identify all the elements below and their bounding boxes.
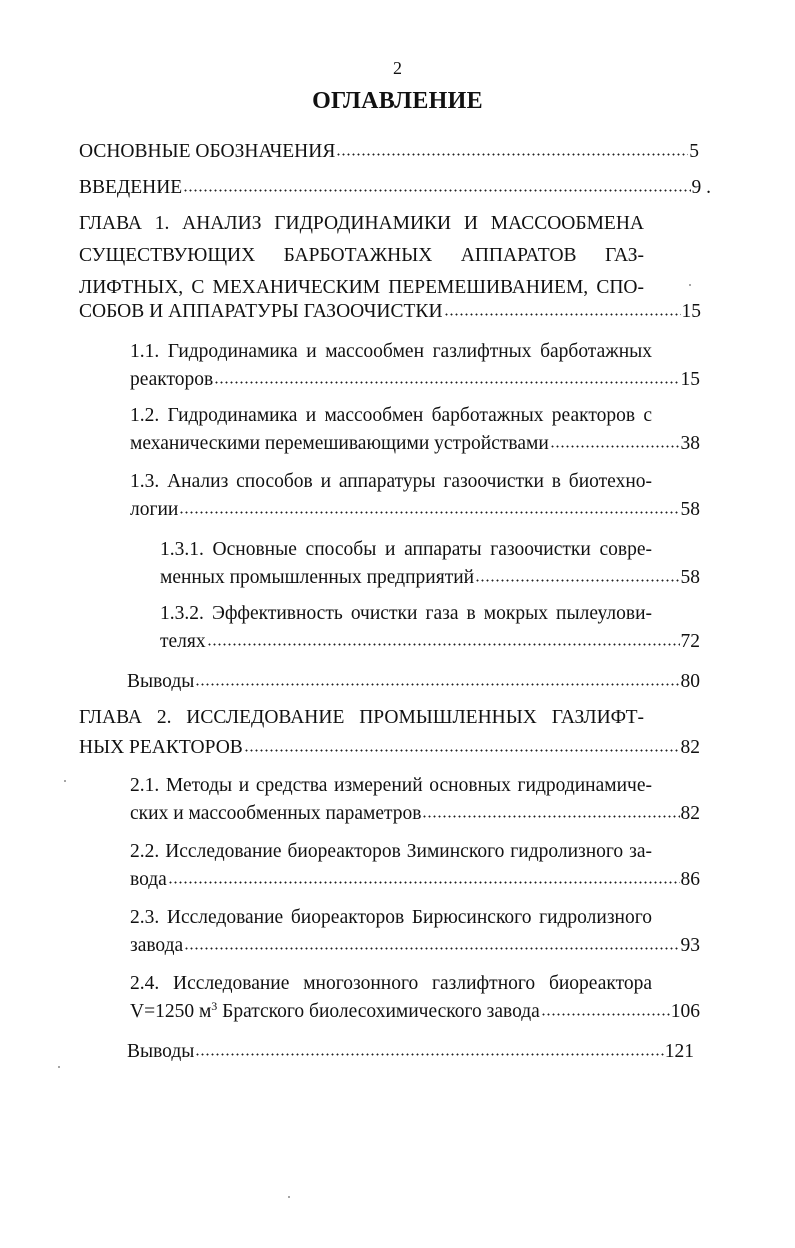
toc-entry-text: менных промышленных предприятий	[160, 567, 475, 588]
toc-entry-intro[interactable]	[79, 172, 711, 204]
toc-entry-conclusions-1[interactable]	[127, 666, 700, 698]
toc-title: ОГЛАВЛЕНИЕ	[312, 88, 483, 114]
toc-page-number: 15	[680, 369, 700, 390]
dot-leader	[550, 430, 680, 449]
toc-page-number: 58	[680, 499, 700, 520]
toc-page-number: 86	[680, 869, 700, 890]
toc-entry-text: логии	[130, 499, 179, 520]
toc-entry-line: 2.1. Методы и средства измерений основных гидродинамиче-	[130, 775, 652, 796]
toc-entry-line: СУЩЕСТВУЮЩИХ БАРБОТАЖНЫХ АППАРАТОВ ГАЗ-	[79, 245, 644, 266]
toc-page-number: 121	[664, 1041, 694, 1062]
toc-entry-text: завода	[130, 935, 184, 956]
dot-leader	[422, 800, 679, 819]
toc-page-number: 15	[681, 301, 701, 322]
scan-speck	[64, 780, 66, 782]
toc-entry-last-line	[130, 930, 700, 962]
toc-entry-line: 1.3.1. Основные способы и аппараты газоочистки совре-	[160, 539, 652, 560]
toc-page-number: 9 .	[691, 177, 711, 198]
dot-leader	[336, 138, 688, 157]
dot-leader	[541, 998, 670, 1017]
toc-entry-text: ОСНОВНЫЕ ОБОЗНАЧЕНИЯ	[79, 141, 336, 162]
toc-entry-conclusions-2[interactable]	[127, 1036, 694, 1068]
toc-page-number: 72	[680, 631, 700, 652]
toc-page-number: 38	[680, 433, 700, 454]
dot-leader	[195, 668, 679, 687]
toc-entry-text-prefix: V=1250 м	[130, 1001, 212, 1022]
dot-leader	[244, 734, 680, 753]
toc-entry-text: СОБОВ И АППАРАТУРЫ ГАЗООЧИСТКИ	[79, 301, 443, 322]
toc-entry-text	[130, 996, 540, 1028]
dot-leader	[444, 298, 681, 317]
scan-speck	[689, 284, 691, 286]
dot-leader	[207, 628, 680, 647]
toc-entry-text: механическими перемешивающими устройствами	[130, 433, 549, 454]
toc-entry-line: ГЛАВА 2. ИССЛЕДОВАНИЕ ПРОМЫШЛЕННЫХ ГАЗЛИФТ-	[79, 707, 644, 728]
toc-entry-last-line	[160, 626, 700, 658]
toc-entry-notation[interactable]	[79, 136, 699, 168]
dot-leader	[179, 496, 679, 515]
toc-page-number: 93	[680, 935, 700, 956]
toc-entry-line: 1.2. Гидродинамика и массообмен барботажных реакторов с	[130, 405, 652, 426]
toc-entry-last-line	[130, 428, 700, 460]
dot-leader	[184, 932, 679, 951]
toc-entry-line: 1.3.2. Эффективность очистки газа в мокрых пылеулови-	[160, 603, 652, 624]
toc-entry-line: 2.3. Исследование биореакторов Бирюсинского гидролизного	[130, 907, 652, 928]
toc-entry-text: ских и массообменных параметров	[130, 803, 422, 824]
toc-entry-text: реакторов	[130, 369, 214, 390]
toc-entry-last-line	[160, 562, 700, 594]
toc-entry-text: вода	[130, 869, 167, 890]
superscript: 3	[211, 999, 218, 1013]
toc-entry-last-line	[130, 494, 700, 526]
toc-page-number: 106	[670, 1001, 700, 1022]
toc-page-number: 82	[680, 737, 700, 758]
toc-entry-text-suffix: Братского биолесохимического завода	[217, 1001, 540, 1022]
dot-leader	[214, 366, 679, 385]
page-number: 2	[393, 58, 402, 78]
toc-page-number: 5	[689, 141, 699, 162]
toc-entry-last-line	[130, 864, 700, 896]
toc-entry-last-line	[130, 798, 700, 830]
toc-entry-line: ГЛАВА 1. АНАЛИЗ ГИДРОДИНАМИКИ И МАССООБМЕНА	[79, 213, 644, 234]
toc-entry-text: Выводы	[127, 671, 195, 692]
dot-leader	[475, 564, 679, 583]
toc-entry-last-line	[79, 732, 700, 764]
toc-entry-line: 2.4. Исследование многозонного газлифтного биореактора	[130, 973, 652, 994]
dot-leader	[195, 1038, 663, 1057]
toc-entry-line: 1.3. Анализ способов и аппаратуры газоочистки в биотехно-	[130, 471, 652, 492]
toc-entry-line: ЛИФТНЫХ, С МЕХАНИЧЕСКИМ ПЕРЕМЕШИВАНИЕМ, СПО-	[79, 277, 644, 298]
toc-entry-text: ВВЕДЕНИЕ	[79, 177, 183, 198]
dot-leader	[183, 174, 690, 193]
toc-entry-line: 2.2. Исследование биореакторов Зиминского гидролизного за-	[130, 841, 652, 862]
scan-speck	[288, 1196, 290, 1198]
toc-page-number: 80	[680, 671, 700, 692]
toc-page-number: 58	[680, 567, 700, 588]
toc-page-number: 82	[680, 803, 700, 824]
toc-entry-line: 1.1. Гидродинамика и массообмен газлифтных барботажных	[130, 341, 652, 362]
scan-speck	[58, 1066, 60, 1068]
toc-entry-last-line	[79, 296, 701, 328]
toc-entry-text: Выводы	[127, 1041, 195, 1062]
toc-entry-text: НЫХ РЕАКТОРОВ	[79, 737, 243, 758]
toc-entry-text: телях	[160, 631, 206, 652]
toc-entry-last-line	[130, 996, 700, 1028]
toc-entry-last-line	[130, 364, 700, 396]
dot-leader	[168, 866, 680, 885]
